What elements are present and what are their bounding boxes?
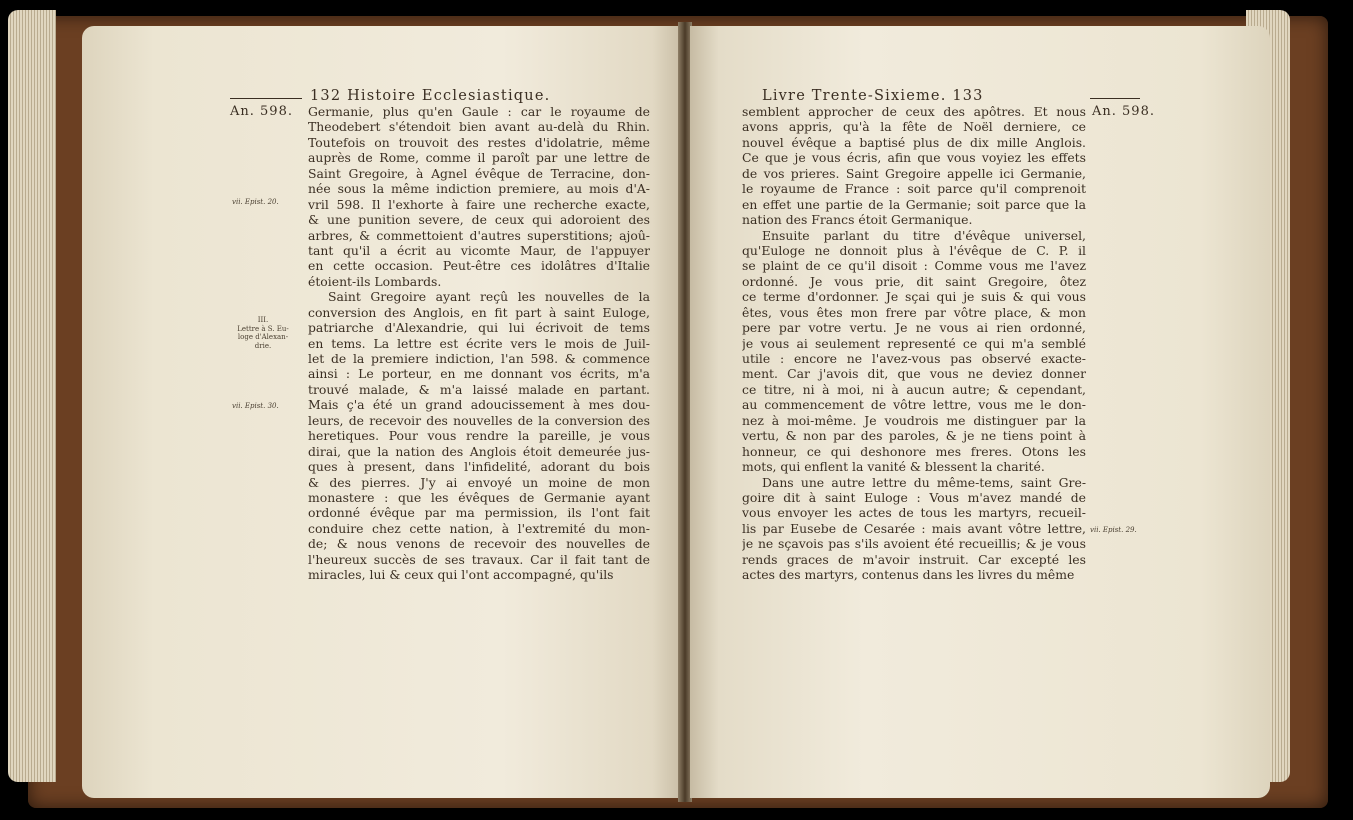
text-line: semblent approcher de ceux des apôtres. Et nous <box>742 104 1086 119</box>
margin-note-section: III. Lettre à S. Eu- loge d'Alexan- drie. <box>237 316 289 350</box>
left-running-head: 132 Histoire Ecclesiastique. <box>310 88 551 104</box>
text-line: & une punition severe, de ceux qui adoroient des <box>308 212 650 228</box>
left-year-marker: An. 598. <box>230 104 293 119</box>
header-rule <box>230 98 302 99</box>
margin-note-epist-20: vii. Epist. 20. <box>232 198 279 206</box>
text-line: monastere : que les évêques de Germanie ayant <box>308 489 650 505</box>
right-page <box>690 26 1270 798</box>
text-line: Theodebert s'étendoit bien avant au-delà du Rhin. <box>308 119 650 135</box>
text-line: avons appris, qu'à la fête de Noël derniere, ce <box>742 119 1086 135</box>
text-line: auprès de Rome, comme il paroît par une lettre de <box>308 150 650 166</box>
text-line: Mais ç'a été un grand adoucissement à mes dou- <box>308 397 650 413</box>
text-line: êtes, vous êtes mon frere par vôtre place, & mon <box>742 304 1086 320</box>
text-line: utile : encore ne l'avez-vous pas observé exacte- <box>742 351 1086 366</box>
margin-note-epist-30: vii. Epist. 30. <box>232 402 279 410</box>
text-line: au commencement de vôtre lettre, vous me le don- <box>742 397 1086 413</box>
text-line: actes des martyrs, contenus dans les livres du même <box>742 567 1075 583</box>
text-line: trouvé malade, & m'a laissé malade en partant. <box>308 381 650 397</box>
text-line: honneur, ce qui deshonore mes freres. Otons les <box>742 443 1086 459</box>
text-line: conduire chez cette nation, à l'extremité du mon- <box>308 520 650 536</box>
text-line: Dans une autre lettre du même-tems, saint Gre- <box>762 474 1086 490</box>
text-line: conversion des Anglois, en fit part à saint Euloge, <box>308 304 650 320</box>
text-line: ordonné. Je vous prie, dit saint Gregoire, ôtez <box>742 273 1086 289</box>
right-running-head: Livre Trente-Sixieme. 133 <box>762 88 984 104</box>
text-line: ce terme d'ordonner. Je sçai qui je suis & qui vous <box>742 289 1086 305</box>
text-line: ce titre, ni à moi, ni à aucun autre; & cependant, <box>742 381 1086 397</box>
text-line: ques à present, dans l'infidelité, adorant du bois <box>308 459 650 475</box>
text-line: nouvel évêque a baptisé plus de dix mille Anglois. <box>742 134 1086 150</box>
text-line: miracles, lui & ceux qui l'ont accompagné, qu'ils <box>308 567 614 583</box>
text-line: née sous la même indiction premiere, au mois d'A- <box>308 181 650 197</box>
text-line: mots, qui enflent la vanité & blessent la charité. <box>742 459 1045 475</box>
left-page <box>82 26 682 798</box>
text-line: Ensuite parlant du titre d'évêque universel, <box>762 227 1086 243</box>
text-line: Toutefois on trouvoit des restes d'idolatrie, même <box>308 134 650 150</box>
text-line: le royaume de France : soit parce qu'il comprenoit <box>742 181 1086 197</box>
text-line: ment. Car j'avois dit, que vous ne deviez donner <box>742 366 1086 382</box>
text-line: leurs, de recevoir des nouvelles de la conversion des <box>308 412 650 428</box>
text-line: en effet une partie de la Germanie; soit parce que la <box>742 196 1086 212</box>
text-line: lis par Eusebe de Cesarée : mais avant vôtre lettre, <box>742 520 1086 536</box>
header-rule-right <box>1090 98 1140 99</box>
text-line: nez à moi-même. Je voudrois me distinguer par la <box>742 412 1086 428</box>
text-line: ordonné évêque par ma permission, ils l'ont fait <box>308 505 650 521</box>
text-line: se plaint de ce qu'il disoit : Comme vous me l'avez <box>742 258 1086 274</box>
text-line: pere par votre vertu. Je ne vous ai rien ordonné, <box>742 320 1086 336</box>
text-line: de; & nous venons de recevoir des nouvelles de <box>308 536 650 552</box>
text-line: nation des Francs étoit Germanique. <box>742 212 973 228</box>
text-line: Saint Gregoire ayant reçû les nouvelles de la <box>328 289 650 305</box>
text-line: de vos prieres. Saint Gregoire appelle ici Germanie, <box>742 165 1086 181</box>
text-line: heretiques. Pour vous rendre la pareille, je vous <box>308 428 650 444</box>
text-line: je vous ai seulement representé ce qui m'a semblé <box>742 335 1086 351</box>
text-line: patriarche d'Alexandrie, qui lui écrivoit de tems <box>308 320 650 336</box>
text-line: ainsi : Le porteur, en me donnant vos écrits, m'a <box>308 366 650 382</box>
text-line: arbres, & commettoient d'autres superstitions; ajoû- <box>308 227 650 243</box>
text-line: étoient-ils Lombards. <box>308 273 442 289</box>
text-line: vous envoyer les actes de tous les martyrs, recueil- <box>742 505 1086 521</box>
text-line: qu'Euloge ne donnoit plus à l'évêque de C. P. il <box>742 242 1086 258</box>
text-line: Ce que je vous écris, afin que vous voyiez les effets <box>742 150 1086 166</box>
right-page-body <box>742 104 1086 583</box>
text-line: vertu, & non par des paroles, & je ne tiens point à <box>742 428 1086 444</box>
text-line: Germanie, plus qu'en Gaule : car le royaume de <box>308 104 650 119</box>
text-line: en tems. La lettre est écrite vers le mois de Juil- <box>308 335 650 351</box>
text-line: vril 598. Il l'exhorte à faire une recherche exacte, <box>308 196 650 212</box>
margin-note-epist-29: vii. Epist. 29. <box>1090 526 1137 534</box>
text-line: l'heureux succès de ses travaux. Car il fait tant de <box>308 551 650 567</box>
left-page-edges <box>8 10 56 782</box>
right-year-marker: An. 598. <box>1092 104 1155 119</box>
text-line: goire dit à saint Euloge : Vous m'avez mandé de <box>742 489 1086 505</box>
text-line: je ne sçavois pas s'ils avoient été recueillis; & je vous <box>742 536 1086 552</box>
text-line: let de la premiere indiction, l'an 598. & commence <box>308 351 650 366</box>
text-line: dirai, que la nation des Anglois étoit demeurée jus- <box>308 443 650 459</box>
text-line: rends graces de m'avoir instruit. Car excepté les <box>742 551 1086 567</box>
text-line: tant qu'il a écrit au vicomte Maur, de l'appuyer <box>308 242 650 258</box>
left-page-body <box>308 104 650 583</box>
text-line: en cette occasion. Peut-être ces idolâtres d'Italie <box>308 258 650 274</box>
text-line: & des pierres. J'y ai envoyé un moine de mon <box>308 474 650 490</box>
text-line: Saint Gregoire, à Agnel évêque de Terracine, don- <box>308 165 650 181</box>
